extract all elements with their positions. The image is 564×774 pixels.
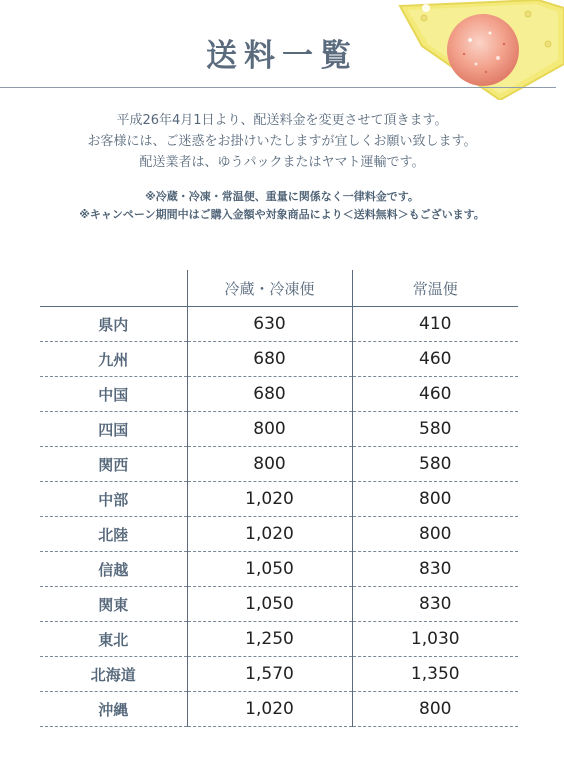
ambient-price-cell: 830 bbox=[352, 587, 518, 622]
note-line: ※キャンペーン期間中はご購入金額や対象商品により＜送料無料＞もございます。 bbox=[79, 208, 485, 221]
region-cell: 県内 bbox=[40, 307, 187, 342]
ambient-price-cell: 1,030 bbox=[352, 622, 518, 657]
table-row bbox=[40, 622, 518, 657]
table-row bbox=[40, 657, 518, 692]
notice-line: 平成26年4月1日より、配送料金を変更させて頂きます。 bbox=[116, 113, 448, 128]
chilled-price-cell: 1,020 bbox=[187, 482, 352, 517]
ambient-column-header: 常温便 bbox=[352, 270, 518, 307]
page-title: 送料一覧 bbox=[206, 38, 358, 74]
ambient-price-cell: 800 bbox=[352, 692, 518, 727]
chilled-price-cell: 680 bbox=[187, 377, 352, 412]
chilled-price-cell: 800 bbox=[187, 412, 352, 447]
region-cell: 九州 bbox=[40, 342, 187, 377]
region-cell: 関西 bbox=[40, 447, 187, 482]
region-cell: 四国 bbox=[40, 412, 187, 447]
chilled-price-cell: 800 bbox=[187, 447, 352, 482]
region-cell: 中部 bbox=[40, 482, 187, 517]
table-row bbox=[40, 447, 518, 482]
table-row bbox=[40, 307, 518, 342]
chilled-price-cell: 630 bbox=[187, 307, 352, 342]
notice-line: お客様には、ご迷惑をお掛けいたしますが宜しくお願い致します。 bbox=[87, 134, 477, 149]
region-column-header bbox=[40, 270, 187, 307]
ambient-price-cell: 580 bbox=[352, 447, 518, 482]
chilled-price-cell: 1,050 bbox=[187, 552, 352, 587]
table-row bbox=[40, 342, 518, 377]
region-cell: 信越 bbox=[40, 552, 187, 587]
table-header-row bbox=[40, 270, 518, 307]
region-cell: 沖縄 bbox=[40, 692, 187, 727]
table-row bbox=[40, 587, 518, 622]
region-cell: 関東 bbox=[40, 587, 187, 622]
chilled-price-cell: 1,570 bbox=[187, 657, 352, 692]
ambient-price-cell: 460 bbox=[352, 377, 518, 412]
region-cell: 東北 bbox=[40, 622, 187, 657]
ambient-price-cell: 800 bbox=[352, 482, 518, 517]
ambient-price-cell: 410 bbox=[352, 307, 518, 342]
table-row bbox=[40, 692, 518, 727]
ambient-price-cell: 460 bbox=[352, 342, 518, 377]
table-row bbox=[40, 377, 518, 412]
table-row bbox=[40, 482, 518, 517]
ambient-price-cell: 1,350 bbox=[352, 657, 518, 692]
region-cell: 北海道 bbox=[40, 657, 187, 692]
chilled-price-cell: 680 bbox=[187, 342, 352, 377]
title-divider bbox=[0, 87, 556, 88]
chilled-price-cell: 1,250 bbox=[187, 622, 352, 657]
shipping-rate-table bbox=[40, 270, 518, 727]
table-row bbox=[40, 552, 518, 587]
chilled-price-cell: 1,020 bbox=[187, 692, 352, 727]
region-cell: 北陸 bbox=[40, 517, 187, 552]
note-line: ※冷蔵・冷凍・常温便、重量に関係なく一律料金です。 bbox=[145, 190, 419, 203]
chilled-price-cell: 1,020 bbox=[187, 517, 352, 552]
shipping-notes bbox=[0, 188, 564, 224]
shipping-notice bbox=[0, 110, 564, 173]
ambient-price-cell: 830 bbox=[352, 552, 518, 587]
ambient-price-cell: 580 bbox=[352, 412, 518, 447]
chilled-frozen-column-header: 冷蔵・冷凍便 bbox=[187, 270, 352, 307]
table-row bbox=[40, 412, 518, 447]
notice-line: 配送業者は、ゆうパックまたはヤマト運輸です。 bbox=[139, 155, 425, 170]
region-cell: 中国 bbox=[40, 377, 187, 412]
chilled-price-cell: 1,050 bbox=[187, 587, 352, 622]
table-row bbox=[40, 517, 518, 552]
ambient-price-cell: 800 bbox=[352, 517, 518, 552]
